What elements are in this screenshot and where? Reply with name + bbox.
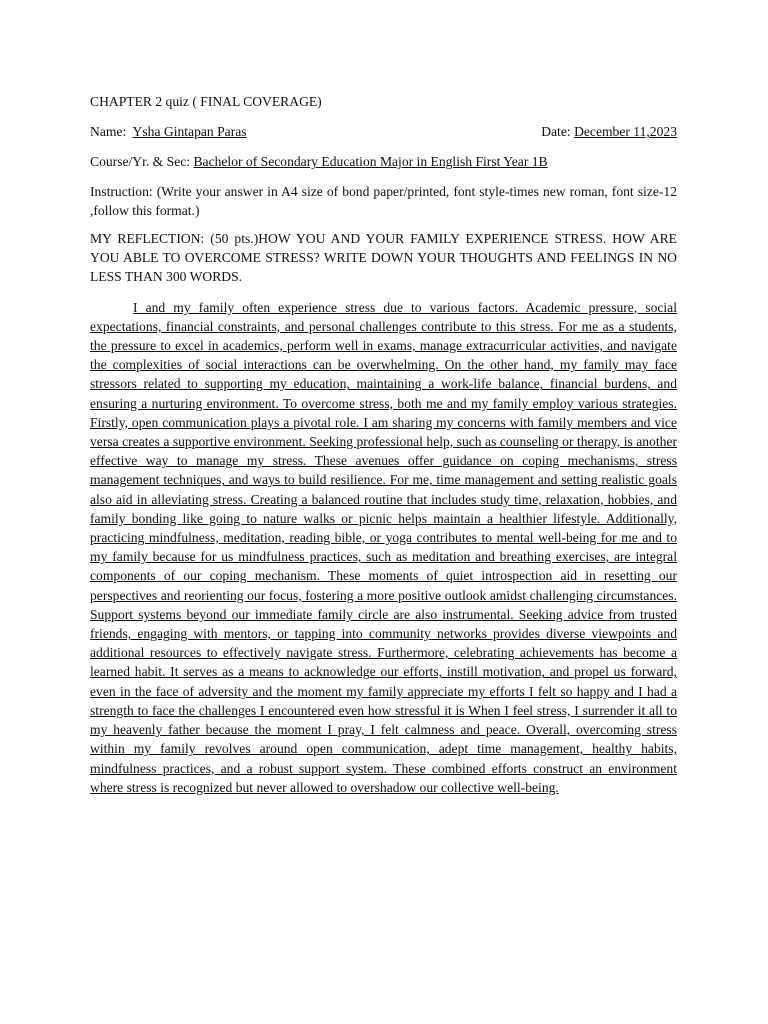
course-label: Course/Yr. & Sec: <box>90 154 191 170</box>
course-field <box>90 152 677 171</box>
instruction-text: Instruction: (Write your answer in A4 size of bond paper/printed, font style-times new roman, font size-12 ,follow this format.) <box>90 183 677 218</box>
document-page <box>90 92 677 797</box>
reflection-prompt: MY REFLECTION: (50 pts.)HOW YOU AND YOUR FAMILY EXPERIENCE STRESS. HOW ARE YOU ABLE TO OVERCOME STRESS? WRITE DOWN YOUR THOUGHTS AND FEELINGS IN NO LESS THAN 300 WORDS. <box>90 231 677 285</box>
date-field <box>541 122 677 141</box>
name-field <box>90 122 247 141</box>
quiz-title: CHAPTER 2 quiz ( FINAL COVERAGE) <box>90 94 322 109</box>
name-value: Ysha Gintapan Paras <box>132 124 247 140</box>
answer-paragraph: I and my family often experience stress due to various factors. Academic pressure, social expectations, financial constraints, and personal challenges contribute to this stress. For me as a students, the pressure to excel in academics, perform well in exams, manage extracurricular activities, and navigate the complexities of social interactions can be overwhelming. On the other hand, my family may face stressors related to supporting my education, maintaining a work-life balance, financial burdens, and ensuring a nurturing environment. To overcome stress, both me and my family employ various strategies. Firstly, open communication plays a pivotal role. I am sharing my concerns with family members and vice versa creates a supportive environment. Seeking professional help, such as counseling or therapy, is another effective way to manage my stress. These avenues offer guidance on coping mechanisms, stress management techniques, and ways to build resilience. For me, time management and setting realistic goals also aid in alleviating stress. Creating a balanced routine that includes study time, relaxation, hobbies, and family bonding like going to nature walks or picnic helps maintain a healthier lifestyle. Additionally, practicing mindfulness, meditation, reading bible, or yoga contributes to mental well-being for me and to my family because for us mindfulness practices, such as meditation and breathing exercises, are integral components of our coping mechanism. These moments of quiet introspection aid in resetting our perspectives and reorienting our focus, fostering a more positive outlook amidst challenging circumstances. Support systems beyond our immediate family circle are also instrumental. Seeking advice from trusted friends, engaging with mentors, or tapping into community networks provides diverse viewpoints and additional resources to effectively navigate stress. Furthermore, celebrating achievements has become a learned habit. It serves as a means to acknowledge our efforts, instill motivation, and propel us forward, even in the face of adversity and the moment my family appreciate my efforts I felt so happy and I had a strength to face the challenges I encountered even how stressful it is When I feel stress, I surrender it all to my heavenly father because the moment I pray, I felt calmness and peace. Overall, overcoming stress within my family revolves around open communication, adept time management, healthy habits, mindfulness practices, and a robust support system. These combined efforts construct an environment where stress is recognized but never allowed to overshadow our collective well-being. <box>90 299 677 795</box>
name-label: Name: <box>90 124 127 140</box>
name-date-row <box>90 122 677 141</box>
date-value: December 11,2023 <box>574 124 677 140</box>
date-label: Date: <box>541 124 571 140</box>
course-value: Bachelor of Secondary Education Major in English First Year 1B <box>193 154 548 170</box>
